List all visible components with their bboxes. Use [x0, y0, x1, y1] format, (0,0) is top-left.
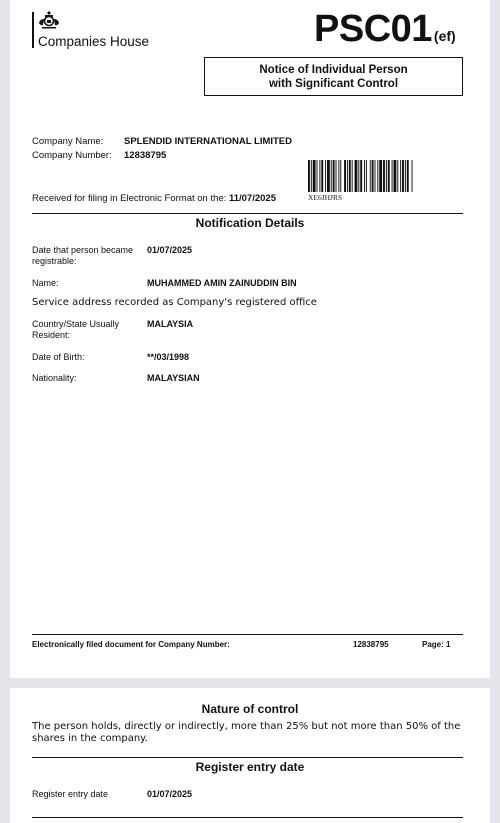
barcode-bar: [344, 160, 346, 192]
barcode-bar: [402, 160, 404, 192]
barcode-bar: [397, 160, 398, 192]
notification-details-title: Notification Details: [195, 216, 305, 230]
divider: [32, 213, 463, 214]
received-date: 11/07/2025: [228, 193, 276, 204]
footer-divider: [32, 634, 463, 635]
notice-title-line2: with Significant Control: [268, 78, 399, 90]
nationality-value: MALAYSIAN: [147, 373, 200, 383]
barcode-bar: [308, 160, 310, 192]
barcode-bar: [370, 160, 371, 192]
barcode-bar: [375, 160, 376, 192]
barcode-bar: [372, 160, 374, 192]
person-name-value: MUHAMMED AMIN ZAINUDDIN BIN: [147, 278, 297, 288]
form-code: [314, 10, 456, 48]
form-code-suffix: (ef): [433, 28, 456, 44]
register-entry-title: Register entry date: [195, 760, 305, 774]
dob-label: Date of Birth:: [32, 352, 85, 362]
document-page-2: [10, 688, 490, 823]
barcode-bar: [311, 160, 312, 192]
barcode-bar: [355, 160, 358, 192]
barcode-bar: [352, 160, 353, 192]
nature-of-control-text: The person holds, directly or indirectly, more than 25% but not more than 50% of the shares in the company.: [32, 721, 461, 744]
barcode-bar: [336, 160, 337, 192]
barcode-bar: [412, 160, 413, 192]
barcode-bar: [347, 160, 348, 192]
barcode-bar: [360, 160, 362, 192]
barcode-bar: [400, 160, 401, 192]
royal-crest-icon: [38, 10, 60, 30]
barcode-bar: [366, 160, 367, 192]
barcode-bar: [394, 160, 397, 192]
barcode-bar: [333, 160, 335, 192]
barcode-bar: [338, 160, 339, 192]
register-entry-value: 01/07/2025: [147, 789, 193, 799]
received-label: Received for filing in Electronic Format on the:: [32, 193, 227, 204]
barcode-bar: [388, 160, 390, 192]
barcode-bar: [319, 160, 320, 192]
barcode-bar: [313, 160, 316, 192]
logo-text: Companies House: [38, 34, 150, 49]
nationality-label: Nationality:: [32, 373, 77, 383]
barcode-bar: [317, 160, 318, 192]
barcode-bar: [386, 160, 387, 192]
company-name-value: SPLENDID INTERNATIONAL LIMITED: [124, 136, 293, 147]
barcode-bar: [358, 160, 359, 192]
barcode-bar: [325, 160, 326, 192]
country-label: Country/State Usually Resident:: [32, 319, 120, 340]
received-line: [32, 193, 276, 204]
footer-page-number: Page: 1: [422, 640, 451, 649]
barcode-bar: [327, 160, 330, 192]
barcode-bar: [321, 160, 323, 192]
barcode-bar: [383, 160, 385, 192]
barcode-bar: [392, 160, 393, 192]
dob-value: **/03/1998: [147, 352, 190, 362]
barcode-image: [308, 160, 457, 192]
service-address-text: Service address recorded as Company's registered office: [32, 297, 317, 308]
form-code-main: PSC01: [314, 8, 432, 50]
registrable-value: 01/07/2025: [147, 245, 193, 255]
company-number-value: 12838795: [124, 150, 167, 161]
company-number-label: Company Number:: [32, 150, 112, 161]
footer-filed-label: Electronically filed document for Company Number:: [32, 640, 230, 649]
barcode-bar: [407, 160, 409, 192]
barcode-bar: [340, 160, 341, 192]
document-page-1: [10, 0, 490, 678]
barcode-bar: [364, 160, 365, 192]
barcode-bar: [377, 160, 378, 192]
person-name-label: Name:: [32, 278, 59, 288]
barcode-bar: [405, 160, 406, 192]
bottom-divider: [32, 817, 463, 818]
divider: [32, 757, 463, 758]
barcode-bar: [349, 160, 351, 192]
footer-company-number: 12838795: [353, 640, 389, 649]
registrable-label: Date that person became registrable:: [32, 245, 134, 266]
register-entry-label: Register entry date: [32, 789, 109, 799]
nature-of-control-title: Nature of control: [201, 702, 299, 716]
company-name-label: Company Name:: [32, 136, 104, 147]
notice-title-box: [204, 57, 463, 96]
notice-title-line1: Notice of Individual Person: [259, 64, 408, 76]
barcode-bar: [331, 160, 332, 192]
barcode-bar: [379, 160, 382, 192]
barcode-id: XE6JHJRS: [308, 193, 343, 202]
country-value: MALAYSIA: [147, 319, 194, 329]
